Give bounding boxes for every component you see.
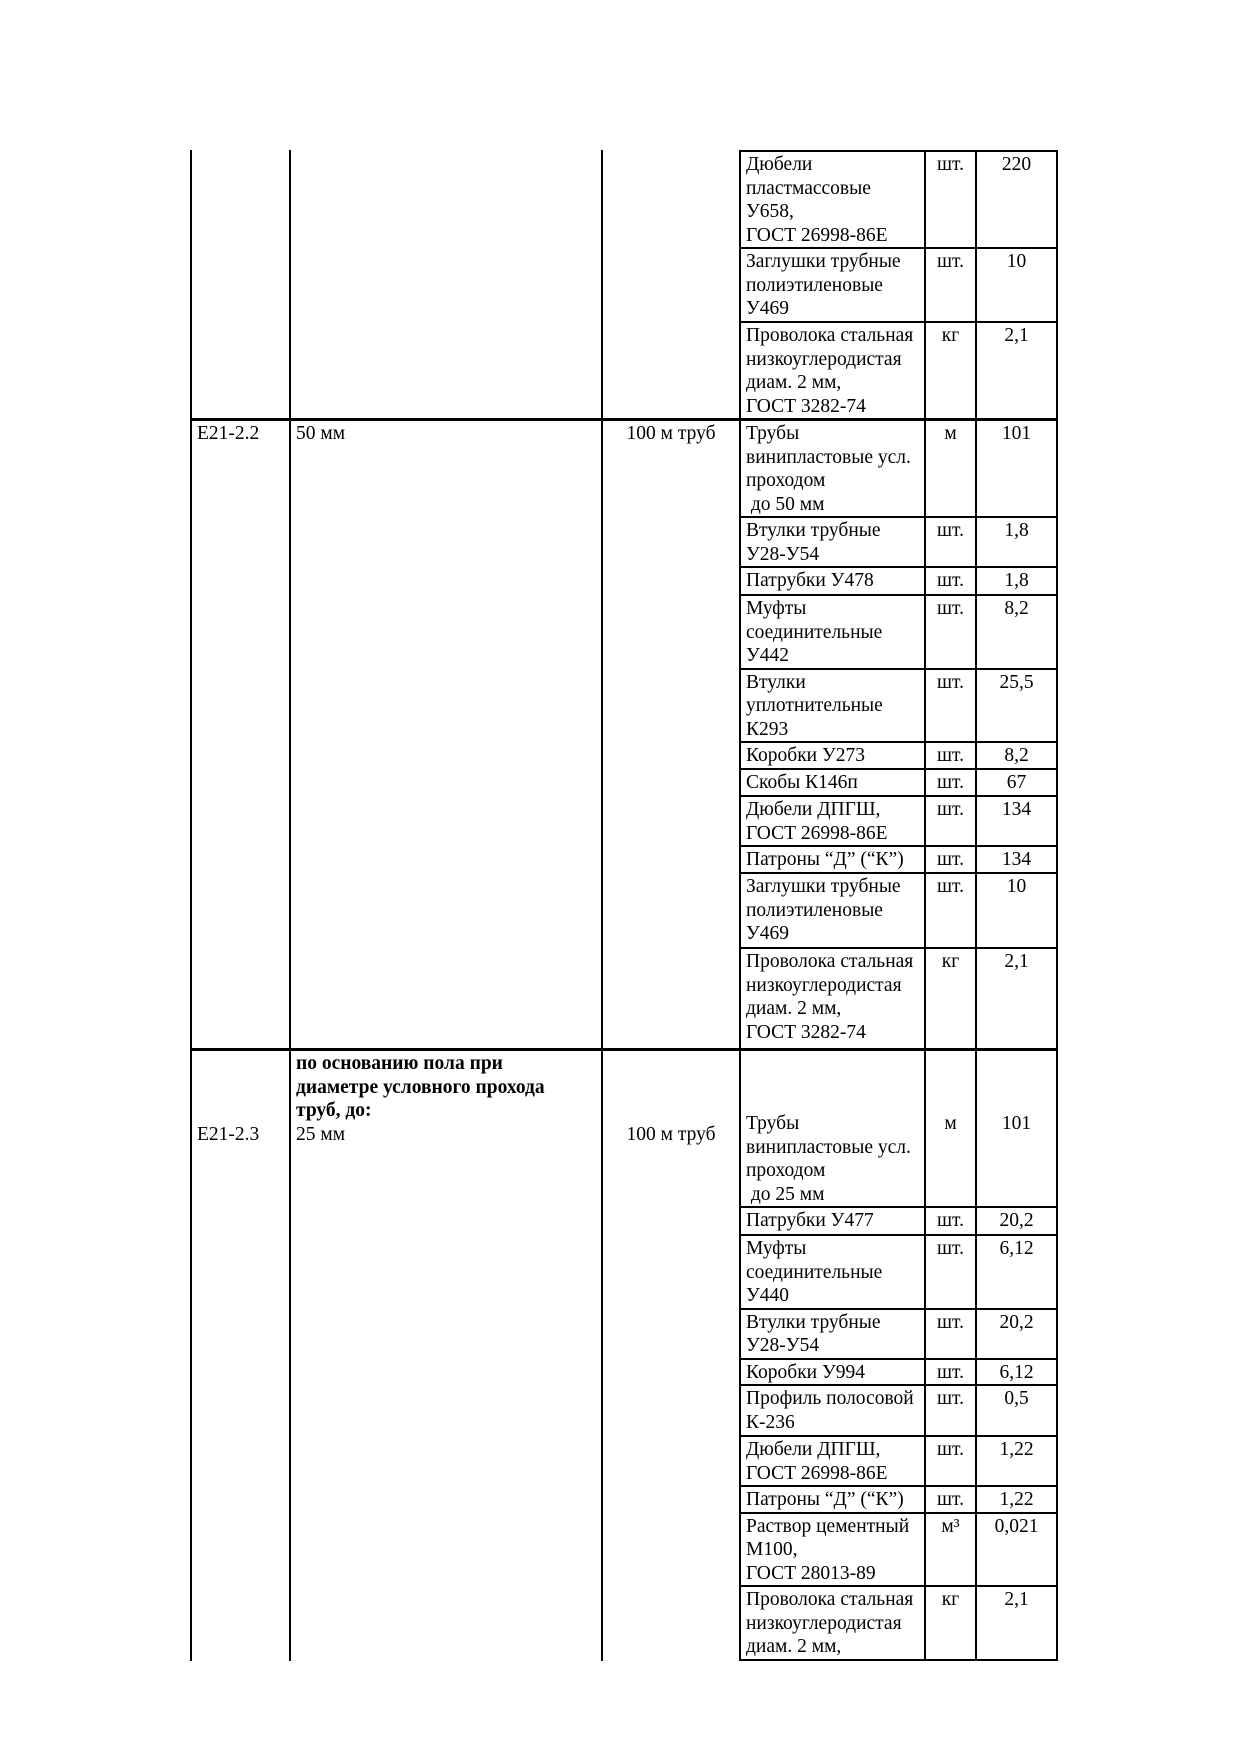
material-unit-cell: шт. [924,847,975,872]
material-qty-cell: 101 [975,1051,1056,1206]
material-unit-cell: шт. [924,518,975,566]
material-qty-cell: 134 [975,797,1056,845]
code-cell: Е21-2.3 [190,1051,289,1661]
material-row [741,768,1056,795]
material-name-cell: Патроны “Д” (“К”) [746,849,904,870]
material-qty-cell: 20,2 [975,1208,1056,1234]
material-unit-cell: кг [924,323,975,418]
table-row-group [190,150,1058,418]
material-name-cell: Дюбели ДПГШ, ГОСТ 26998-86Е [746,799,888,844]
material-unit-cell: шт. [924,743,975,768]
material-row [741,566,1056,594]
table-row-group [190,1048,1058,1661]
material-qty-cell: 134 [975,847,1056,872]
material-row [741,741,1056,768]
material-qty-cell: 2,1 [975,1587,1056,1659]
material-row [741,1384,1056,1435]
material-name-cell: Патроны “Д” (“К”) [746,1489,904,1510]
material-name-cell: Профиль полосовой К-236 [746,1388,914,1433]
material-qty-cell: 25,5 [975,670,1056,742]
material-qty-cell: 20,2 [975,1310,1056,1358]
material-name-cell: Коробки У994 [746,1361,866,1383]
material-qty-cell: 1,22 [975,1437,1056,1485]
material-name-cell: Дюбели ДПГШ, ГОСТ 26998-86Е [746,1439,888,1484]
material-qty-cell: 101 [975,421,1056,516]
material-qty-cell: 6,12 [975,1236,1056,1308]
material-qty-cell: 2,1 [975,949,1056,1048]
material-row [741,1358,1056,1385]
material-row [741,947,1056,1048]
material-unit-cell: шт. [924,1437,975,1485]
material-unit-cell: шт. [924,1360,975,1385]
material-name-cell: Дюбели пластмассовые У658, ГОСТ 26998-86Е [746,154,888,246]
material-qty-cell: 10 [975,249,1056,321]
material-row [741,1206,1056,1234]
material-row [741,845,1056,872]
material-name-cell: Втулки уплотнительные К293 [746,671,883,740]
material-unit-cell: шт. [924,1310,975,1358]
material-qty-cell: 0,5 [975,1386,1056,1435]
material-qty-cell: 0,021 [975,1514,1056,1586]
material-name-cell: Коробки У273 [746,745,866,766]
material-qty-cell: 6,12 [975,1360,1056,1385]
material-unit-cell: шт. [924,152,975,247]
material-qty-cell: 1,8 [975,568,1056,594]
materials-subtable [739,1051,1058,1661]
material-qty-cell: 10 [975,874,1056,947]
description-bold-line: труб, до: [296,1100,372,1121]
code-cell [190,150,289,418]
material-name-cell: Патрубки У478 [746,570,874,591]
material-name-cell: Трубы винипластовые усл. проходом до 25 мм [746,1113,911,1205]
description-line: 25 мм [296,1123,346,1145]
material-qty-cell: 220 [975,152,1056,247]
material-row [741,321,1056,418]
measure-unit-cell: 100 м труб [601,421,739,1048]
material-unit-cell: шт. [924,568,975,594]
measure-unit-cell [601,150,739,418]
material-unit-cell: шт. [924,596,975,668]
materials-subtable [739,421,1058,1048]
material-row [741,1485,1056,1512]
description-line: 50 мм [296,423,346,444]
material-row [741,668,1056,742]
material-name-cell: Трубы винипластовые усл. проходом до 50 мм [746,423,911,515]
material-unit-cell: шт. [924,770,975,795]
material-name-cell: Патрубки У477 [746,1210,874,1231]
measure-unit-cell: 100 м труб [601,1051,739,1661]
material-name-cell: Втулки трубные У28-У54 [746,1311,881,1356]
material-unit-cell: шт. [924,874,975,947]
material-name-cell: Проволока стальная низкоуглеродистая диам. 2 мм, ГОСТ 3282-74 [746,325,914,417]
material-unit-cell: шт. [924,1487,975,1512]
description-bold-line: по основанию пола при [296,1053,503,1074]
material-row [741,1308,1056,1358]
material-qty-cell: 2,1 [975,323,1056,418]
material-unit-cell: шт. [924,1386,975,1435]
material-name-cell: Заглушки трубные полиэтиленовые У469 [746,251,901,319]
material-name-cell: Проволока стальная низкоуглеродистая диам. 2 мм, ГОСТ 3282-74 [746,951,914,1043]
description-bold-line: диаметре условного прохода [296,1076,545,1098]
material-unit-cell: м³ [924,1514,975,1586]
materials-subtable [739,150,1058,418]
material-row [741,795,1056,845]
material-qty-cell: 67 [975,770,1056,795]
material-unit-cell: шт. [924,249,975,321]
material-name-cell: Заглушки трубные полиэтиленовые У469 [746,876,901,944]
description-cell [289,421,601,1048]
material-unit-cell: кг [924,949,975,1048]
material-row [741,421,1056,516]
material-row [741,1512,1056,1586]
materials-table [190,150,1058,1661]
material-row [741,1585,1056,1659]
material-unit-cell: шт. [924,1208,975,1234]
material-qty-cell: 8,2 [975,743,1056,768]
material-row [741,594,1056,668]
material-unit-cell: шт. [924,797,975,845]
material-row [741,1435,1056,1485]
material-qty-cell: 8,2 [975,596,1056,668]
material-name-cell: Втулки трубные У28-У54 [746,520,881,565]
material-row [741,247,1056,321]
material-row [741,516,1056,566]
material-name-cell: Муфты соединительные У440 [746,1238,883,1306]
material-row [741,1234,1056,1308]
material-row [741,1051,1056,1206]
material-unit-cell: м [924,1051,975,1206]
material-row [741,152,1056,247]
material-name-cell: Раствор цементный М100, ГОСТ 28013-89 [746,1515,910,1584]
material-name-cell: Муфты соединительные У442 [746,598,883,666]
material-unit-cell: шт. [924,1236,975,1308]
material-qty-cell: 1,8 [975,518,1056,566]
material-unit-cell: м [924,421,975,516]
material-name-cell: Проволока стальная низкоуглеродистая диам. 2 мм, [746,1589,914,1657]
material-unit-cell: шт. [924,670,975,742]
code-cell: Е21-2.2 [190,421,289,1048]
material-name-cell: Скобы К146п [746,772,858,793]
table-row-group [190,418,1058,1048]
description-cell [289,1051,601,1661]
material-qty-cell: 1,22 [975,1487,1056,1512]
material-unit-cell: кг [924,1587,975,1659]
material-row [741,872,1056,947]
description-cell [289,150,601,418]
